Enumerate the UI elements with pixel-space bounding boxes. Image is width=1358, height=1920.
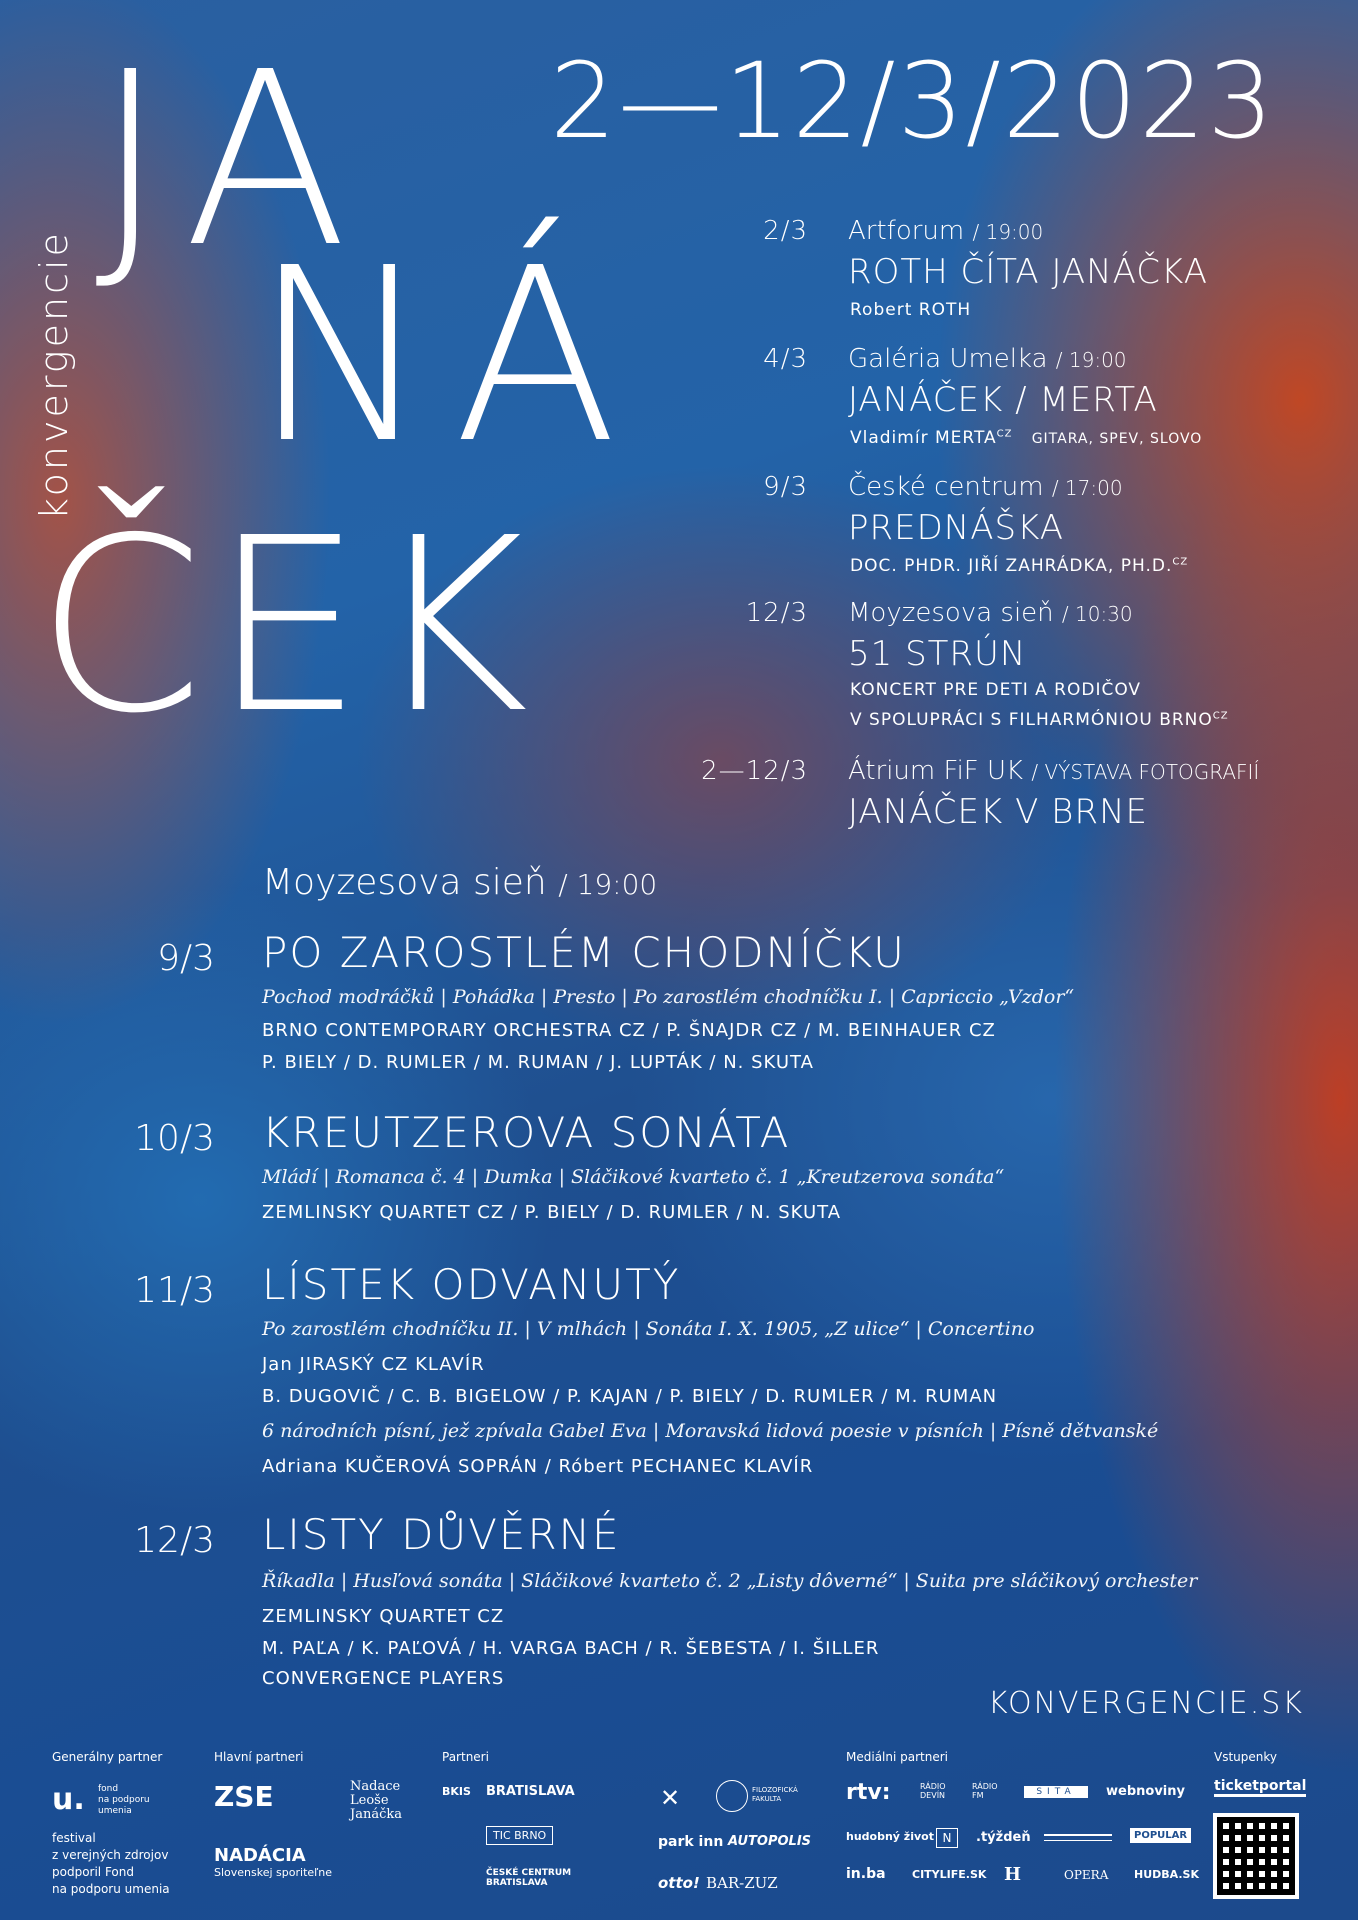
nlj-logo: Nadace Leoše Janáčka (350, 1779, 402, 1822)
ak-logo: ✕ (660, 1784, 681, 1812)
venue-name: České centrum (848, 472, 1044, 502)
fpu-line: umenia (98, 1806, 132, 1816)
event-date: 9/3 (763, 472, 808, 502)
event-title: 51 STRÚN (848, 634, 1027, 674)
vertical-festival-word (32, 60, 76, 520)
fif-seal-icon (716, 1780, 748, 1812)
name-line-2: NÁ (252, 216, 640, 496)
event-venue (848, 472, 1123, 502)
concert-performers: Adriana KUČEROVÁ SOPRÁN / Róbert PECHANEC KLAVÍR (262, 1456, 814, 1477)
concert-title: LÍSTEK ODVANUTÝ (262, 1260, 681, 1309)
event-time: / VÝSTAVA FOTOGRAFIÍ (1031, 760, 1260, 784)
event-time: / 19:00 (972, 220, 1044, 244)
h-logo: H (1004, 1864, 1022, 1885)
concert-date: 9/3 (157, 938, 215, 979)
zse-logo: ZSE (214, 1780, 274, 1813)
venue-name: Átrium FiF UK (848, 756, 1024, 786)
park-inn-logo: park inn (658, 1834, 724, 1850)
event-venue (848, 598, 1133, 628)
country-mark: CZ (1212, 710, 1229, 722)
otto-logo: otto! (658, 1874, 700, 1892)
media-partners-heading: Mediálni partneri (846, 1750, 948, 1764)
opera-logo: OPERA (1064, 1868, 1109, 1882)
fpu-line: fond (98, 1784, 119, 1794)
event-venue (848, 756, 1259, 786)
concert-performers: BRNO CONTEMPORARY ORCHESTRA CZ / P. ŠNAJDR CZ / M. BEINHAUER CZ (262, 1020, 996, 1041)
citylife-logo: CITYLIFE.SK (912, 1868, 987, 1881)
n-logo: N (936, 1828, 958, 1848)
event-venue (848, 344, 1127, 374)
cooperation: V SPOLUPRÁCI S FILHARMÓNIOU BRNO (850, 710, 1213, 730)
nadacia-logo-sub: Slovenskej sporiteľne (214, 1866, 333, 1879)
concerts-time: / 19:00 (558, 868, 658, 901)
note-line: z verejných zdrojov (52, 1848, 169, 1862)
event-sub (850, 428, 1202, 448)
general-partner-heading: Generálny partner (52, 1750, 163, 1764)
fpu-line: na podporu (98, 1795, 150, 1805)
venue-name: Galéria Umelka (848, 344, 1048, 374)
qr-code-icon[interactable] (1213, 1813, 1299, 1899)
concert-performers: B. DUGOVIČ / C. B. BIGELOW / P. KAJAN / P. BIELY / D. RUMLER / M. RUMAN (262, 1386, 998, 1407)
performer: Vladimír MERTA (850, 428, 997, 448)
concert-title: KREUTZEROVA SONÁTA (262, 1108, 791, 1157)
concert-date: 12/3 (134, 1520, 215, 1561)
note-line: podporil Fond (52, 1865, 134, 1879)
concerts-venue: Moyzesova sieň (262, 862, 547, 903)
event-time: / 19:00 (1055, 348, 1127, 372)
concert-performers: ZEMLINSKY QUARTET CZ / P. BIELY / D. RUMLER / N. SKUTA (262, 1202, 842, 1223)
note-line: festival (52, 1831, 96, 1845)
venue-name: Artforum (848, 216, 965, 246)
concert-program: Po zarostlém chodníčku II. | V mlhách | Sonáta I. X. 1905, „Z ulice“ | Concertino (262, 1318, 1035, 1340)
country-mark: CZ (1172, 556, 1189, 568)
concert-program: Mládí | Romanca č. 4 | Dumka | Sláčikové kvarteto č. 1 „Kreutzerova sonáta“ (262, 1166, 1005, 1188)
venue-name: Moyzesova sieň (848, 598, 1054, 628)
name-line-1: JA (95, 20, 370, 300)
general-partner-note (52, 1830, 170, 1898)
note-line: na podporu umenia (52, 1882, 170, 1896)
hudobny-zivot-logo: hudobný život (846, 1830, 934, 1843)
ticketportal-logo[interactable]: ticketportal (1214, 1778, 1306, 1797)
concert-date: 11/3 (134, 1270, 215, 1311)
lecturer: DOC. PHDR. JIŘÍ ZAHRÁDKA, PH.D. (850, 556, 1173, 576)
partners-heading: Partneri (442, 1750, 489, 1764)
event-sub: KONCERT PRE DETI A RODIČOV (850, 680, 1142, 700)
website-link[interactable]: KONVERGENCIE.SK (987, 1686, 1304, 1721)
event-title: ROTH ČÍTA JANÁČKA (848, 252, 1208, 292)
event-venue (848, 216, 1043, 246)
festival-date-range: 2—12/3/2023 (550, 40, 1276, 162)
concert-performers: ZEMLINSKY QUARTET CZ (262, 1606, 505, 1627)
barzuz-logo: BAR-ZUZ (706, 1874, 778, 1892)
radio-fm-logo: RÁDIO FM (972, 1782, 998, 1800)
event-time: / 10:30 (1061, 602, 1133, 626)
autopolis-logo: AUTOPOLIS (728, 1834, 812, 1849)
bkis-logo: BKIS (442, 1785, 471, 1798)
inba-logo: in.ba (846, 1866, 886, 1882)
event-time: / 17:00 (1051, 476, 1123, 500)
concert-program: 6 národních písní, jež zpívala Gabel Eva | Moravská lidová poesie v písních | Písně dětvanské (262, 1420, 1159, 1442)
concert-program: Pochod modráčků | Pohádka | Presto | Po zarostlém chodníčku I. | Capriccio „Vzdor“ (262, 986, 1075, 1008)
cc-bratislava-logo: ČESKÉ CENTRUM BRATISLAVA (486, 1868, 572, 1888)
main-partners-heading: Hlavní partneri (214, 1750, 304, 1764)
event-sub (850, 710, 1229, 730)
event-title: PREDNÁŠKA (848, 508, 1065, 548)
popular-logo: POPULAR (1130, 1828, 1191, 1843)
rtv-logo: rtv: (846, 1780, 891, 1805)
event-date: 12/3 (745, 598, 808, 628)
event-date: 2/3 (763, 216, 808, 246)
concerts-venue-header (262, 862, 657, 903)
radio-devin-logo: RÁDIO DEVÍN (920, 1782, 946, 1800)
wave-logo (1044, 1834, 1112, 1841)
tyzden-logo: .týždeň (976, 1830, 1031, 1845)
event-title: JANÁČEK / MERTA (848, 380, 1158, 420)
sita-logo: SITA (1024, 1786, 1088, 1798)
event-date: 2—12/3 (701, 756, 808, 786)
tic-brno-logo: TIC BRNO (486, 1826, 553, 1845)
nadacia-logo: NADÁCIA (214, 1845, 306, 1866)
concert-performers: P. BIELY / D. RUMLER / M. RUMAN / J. LUPTÁK / N. SKUTA (262, 1052, 814, 1073)
concert-title: LISTY DŮVĚRNÉ (262, 1510, 621, 1559)
hudba-sk-logo: HUDBA.SK (1134, 1868, 1199, 1881)
concert-program: Říkadla | Husľová sonáta | Sláčikové kvarteto č. 2 „Listy dôverné“ | Suita pre sláčikový orchester (262, 1570, 1198, 1592)
concert-title: PO ZAROSTLÉM CHODNÍČKU (262, 928, 906, 977)
bratislava-logo: BRATISLAVA (486, 1784, 575, 1799)
event-date: 4/3 (763, 344, 808, 374)
vertical-word-text: konvergencie (32, 230, 76, 520)
event-title: JANÁČEK V BRNE (848, 792, 1148, 832)
concert-date: 10/3 (134, 1118, 215, 1159)
concert-performers: M. PAĽA / K. PAĽOVÁ / H. VARGA BACH / R. ŠEBESTA / I. ŠILLER (262, 1638, 880, 1659)
name-line-3: ČEK (36, 486, 537, 766)
event-sub (850, 556, 1188, 576)
concert-performers: CONVERGENCE PLAYERS (262, 1668, 505, 1689)
tickets-heading: Vstupenky (1214, 1750, 1277, 1764)
instrument: GITARA, SPEV, SLOVO (1031, 431, 1203, 447)
fpu-logo-text (98, 1784, 150, 1817)
event-sub: Robert ROTH (850, 300, 972, 320)
fif-logo-text: FILOZOFICKÁ FAKULTA (752, 1786, 798, 1803)
webnoviny-logo: webnoviny (1106, 1784, 1185, 1799)
fpu-logo: u. (52, 1782, 85, 1817)
country-mark: CZ (996, 428, 1013, 440)
concert-performers: Jan JIRASKÝ CZ KLAVÍR (262, 1354, 485, 1375)
